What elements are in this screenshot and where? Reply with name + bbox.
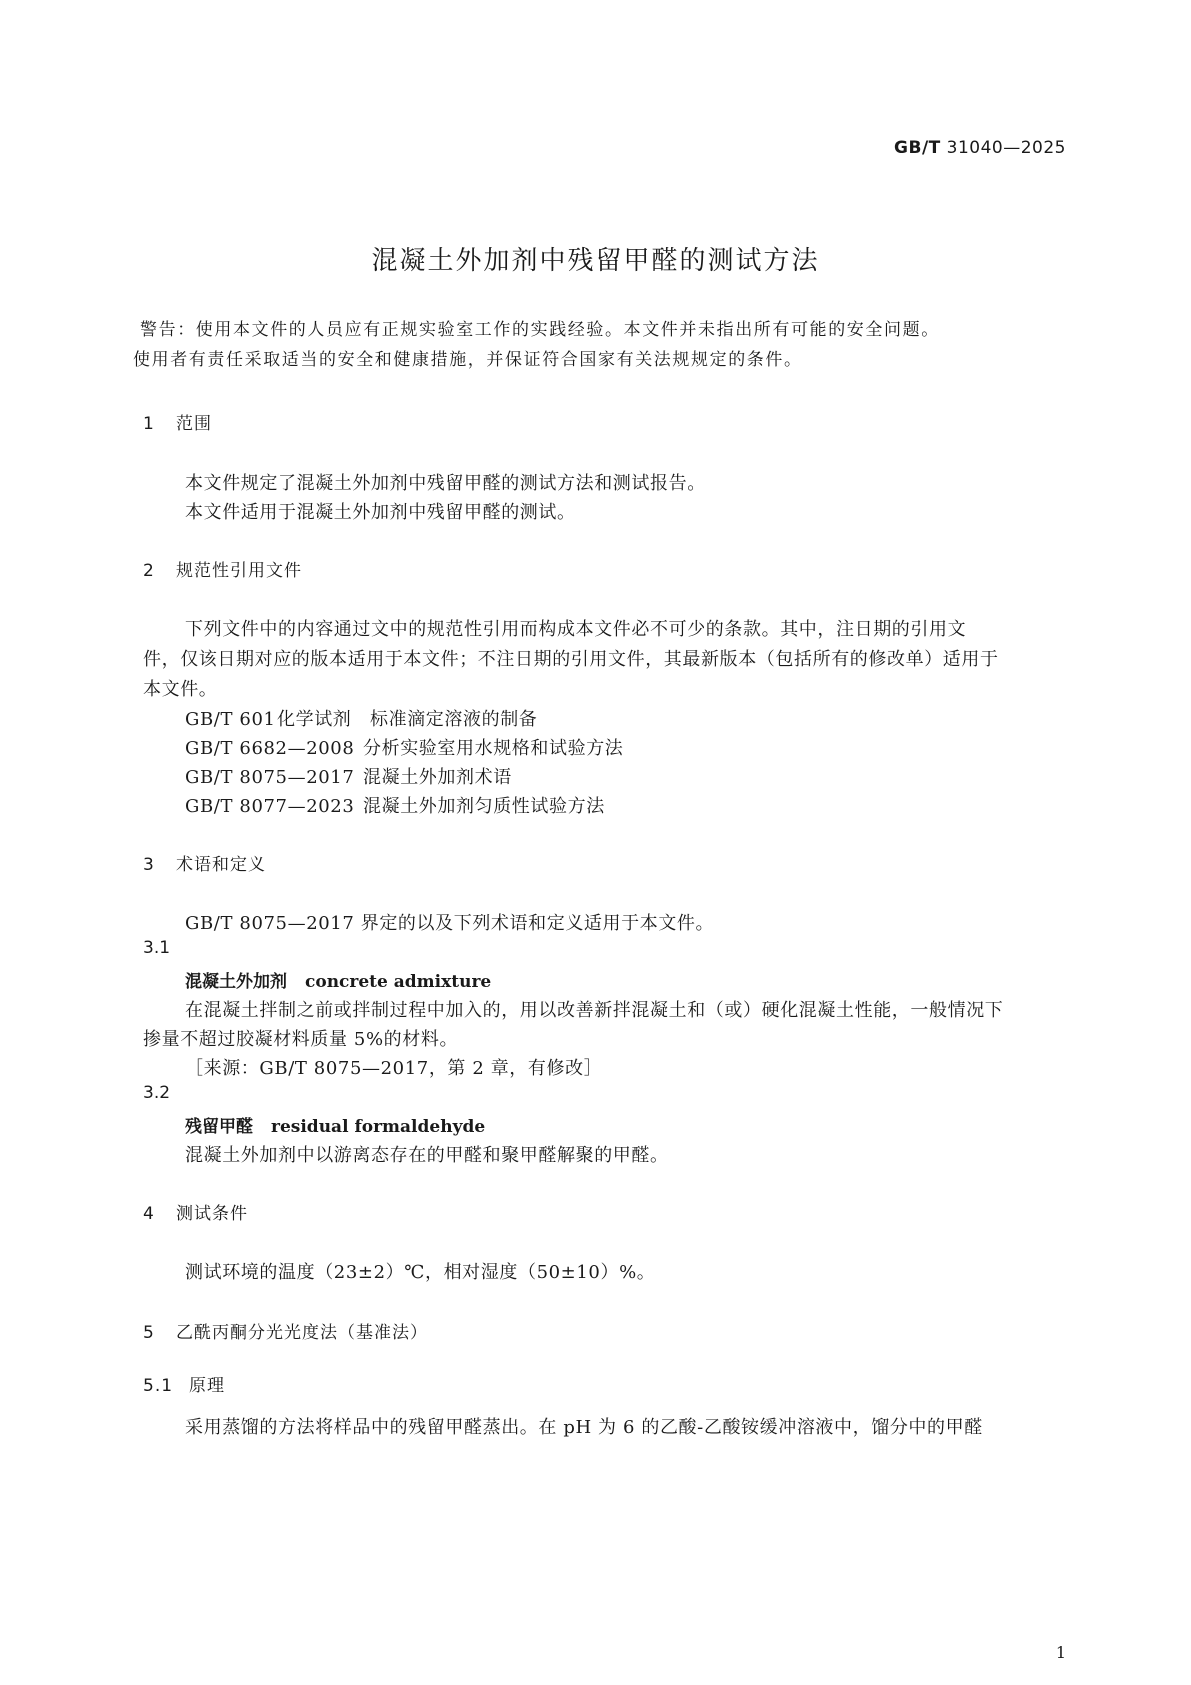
reference-item <box>185 734 623 760</box>
reference-title: 分析实验室用水规格和试验方法 <box>363 738 624 759</box>
term-name-zh: 残留甲醛 <box>185 1117 253 1137</box>
reference-item <box>185 792 605 818</box>
reference-title: 混凝土外加剂术语 <box>363 767 512 788</box>
term-name-en: residual formaldehyde <box>271 1117 486 1137</box>
section-number: 1 <box>143 414 155 434</box>
section-title: 术语和定义 <box>176 855 266 875</box>
warning-line-2: 使用者有责任采取适当的安全和健康措施，并保证符合国家有关法规规定的条件。 <box>133 350 803 370</box>
subsection-5-1-heading <box>143 1371 225 1396</box>
reference-item <box>185 705 537 731</box>
reference-code: GB/T 8075—2017 <box>185 767 355 788</box>
term-name-en: concrete admixture <box>305 972 492 992</box>
section-title: 测试条件 <box>176 1204 248 1224</box>
section-number: 2 <box>143 561 155 581</box>
section-number: 3 <box>143 855 155 875</box>
warning-line-1: 警告：使用本文件的人员应有正规实验室工作的实践经验。本文件并未指出所有可能的安全问题。 <box>140 320 940 340</box>
subsection-title: 原理 <box>189 1376 225 1396</box>
section-4-paragraph: 测试环境的温度（23±2）℃，相对湿度（50±10）%。 <box>185 1262 656 1283</box>
term-name-zh: 混凝土外加剂 <box>185 972 287 992</box>
section-3-heading <box>143 850 266 875</box>
section-1-paragraph-2: 本文件适用于混凝土外加剂中残留甲醛的测试。 <box>185 502 576 523</box>
term-name <box>185 967 491 992</box>
reference-title: 化学试剂 标准滴定溶液的制备 <box>277 709 538 730</box>
section-2-paragraph-line-1: 下列文件中的内容通过文中的规范性引用而构成本文件必不可少的条款。其中，注日期的引用文 <box>185 619 967 640</box>
term-number: 3.1 <box>143 938 171 958</box>
term-definition-line-1: 混凝土外加剂中以游离态存在的甲醛和聚甲醛解聚的甲醛。 <box>185 1145 669 1166</box>
document-title: 混凝土外加剂中残留甲醛的测试方法 <box>371 246 820 276</box>
section-2-paragraph-line-3: 本文件。 <box>143 679 218 700</box>
term-source: ［来源：GB/T 8075—2017，第 2 章，有修改］ <box>185 1058 603 1079</box>
section-4-heading <box>143 1199 248 1224</box>
section-title: 范围 <box>176 414 212 434</box>
page-number: 1 <box>1055 1643 1066 1662</box>
section-2-paragraph-line-2: 件，仅该日期对应的版本适用于本文件；不注日期的引用文件，其最新版本（包括所有的修改单）适用于 <box>143 649 999 670</box>
subsection-5-1-paragraph: 采用蒸馏的方法将样品中的残留甲醛蒸出。在 pH 为 6 的乙酸-乙酸铵缓冲溶液中，馏分中的甲醛 <box>185 1417 983 1438</box>
reference-item <box>185 763 512 789</box>
section-number: 4 <box>143 1204 155 1224</box>
section-3-intro: GB/T 8075—2017 界定的以及下列术语和定义适用于本文件。 <box>185 913 715 934</box>
section-1-paragraph-1: 本文件规定了混凝土外加剂中残留甲醛的测试方法和测试报告。 <box>185 473 706 494</box>
section-1-heading <box>143 409 212 434</box>
section-2-heading <box>143 556 302 581</box>
term-number: 3.2 <box>143 1083 171 1103</box>
reference-code: GB/T 6682—2008 <box>185 738 355 759</box>
subsection-number: 5.1 <box>143 1376 174 1396</box>
term-definition-line-1: 在混凝土拌制之前或拌制过程中加入的，用以改善新拌混凝土和（或）硬化混凝土性能，一般情况下 <box>185 1000 1004 1021</box>
reference-code: GB/T 8077—2023 <box>185 796 355 817</box>
standard-code: 31040—2025 <box>946 138 1066 158</box>
section-title: 乙酰丙酮分光光度法（基准法） <box>176 1323 428 1343</box>
term-name <box>185 1112 485 1137</box>
standard-number <box>894 138 1066 158</box>
section-5-heading <box>143 1318 428 1343</box>
reference-code: GB/T 601 <box>185 709 276 730</box>
standard-prefix: GB/T <box>894 138 941 158</box>
term-definition-line-2: 掺量不超过胶凝材料质量 5%的材料。 <box>143 1029 459 1050</box>
section-title: 规范性引用文件 <box>176 561 302 581</box>
section-number: 5 <box>143 1323 155 1343</box>
reference-title: 混凝土外加剂匀质性试验方法 <box>363 796 605 817</box>
